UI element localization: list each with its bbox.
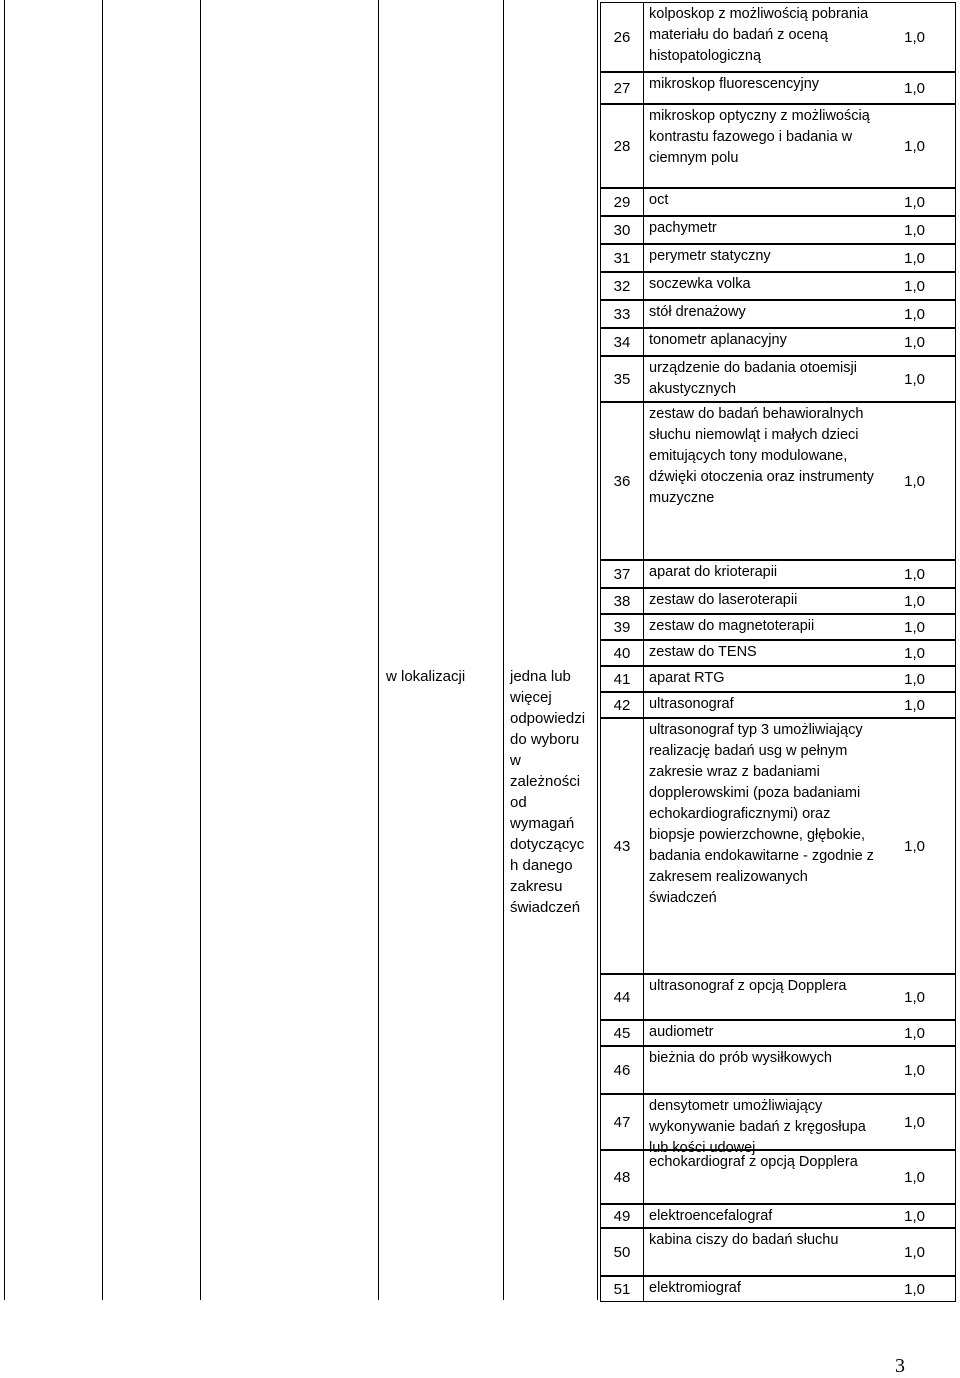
row-number: 51 xyxy=(601,1277,644,1301)
column-line xyxy=(4,0,5,1300)
row-name: elektromiograf xyxy=(649,1280,741,1296)
row-name: oct xyxy=(649,192,669,208)
row-number: 41 xyxy=(601,667,644,691)
table-row xyxy=(600,300,956,328)
row-number: 47 xyxy=(601,1095,644,1149)
row-number: 31 xyxy=(601,245,644,271)
row-number: 29 xyxy=(601,189,644,215)
table-row xyxy=(600,1276,956,1302)
column-line xyxy=(503,0,504,1300)
table-row xyxy=(600,718,956,974)
table-row xyxy=(600,640,956,666)
table-row xyxy=(600,1228,956,1276)
table-row xyxy=(600,72,956,104)
row-number: 39 xyxy=(601,615,644,639)
row-value: 1,0 xyxy=(904,472,925,490)
table-row xyxy=(600,244,956,272)
table-row xyxy=(600,614,956,640)
row-value: 1,0 xyxy=(904,1243,925,1261)
row-value: 1,0 xyxy=(904,333,925,351)
row-name: stół drenażowy xyxy=(649,304,746,320)
row-number: 49 xyxy=(601,1205,644,1227)
row-number: 30 xyxy=(601,217,644,243)
table-row xyxy=(600,402,956,560)
row-number: 40 xyxy=(601,641,644,665)
table-row xyxy=(600,356,956,402)
row-number: 38 xyxy=(601,589,644,613)
row-value: 1,0 xyxy=(904,79,925,97)
row-value: 1,0 xyxy=(904,221,925,239)
page-number: 3 xyxy=(895,1355,905,1377)
row-value: 1,0 xyxy=(904,670,925,688)
table-row xyxy=(600,1020,956,1046)
row-name: ultrasonograf xyxy=(649,696,734,712)
row-name: zestaw do magnetoterapii xyxy=(649,618,815,634)
row-number: 37 xyxy=(601,561,644,587)
row-name: kabina ciszy do badań słuchu xyxy=(649,1232,839,1248)
table-row xyxy=(600,666,956,692)
row-value: 1,0 xyxy=(904,644,925,662)
table-row xyxy=(600,104,956,188)
table-row xyxy=(600,692,956,718)
row-name: tonometr aplanacyjny xyxy=(649,332,787,348)
row-number: 43 xyxy=(601,719,644,973)
row-name: perymetr statyczny xyxy=(649,248,771,264)
row-number: 34 xyxy=(601,329,644,355)
row-value: 1,0 xyxy=(904,1207,925,1225)
row-value: 1,0 xyxy=(904,618,925,636)
row-value: 1,0 xyxy=(904,249,925,267)
table-row xyxy=(600,2,956,72)
row-name: mikroskop optyczny z możliwością kontrastu fazowego i badania w ciemnym polu xyxy=(649,108,870,166)
row-name: audiometr xyxy=(649,1024,714,1040)
row-value: 1,0 xyxy=(904,565,925,583)
row-number: 36 xyxy=(601,403,644,559)
table-row xyxy=(600,560,956,588)
row-value: 1,0 xyxy=(904,592,925,610)
table-row xyxy=(600,588,956,614)
table-row xyxy=(600,216,956,244)
row-value: 1,0 xyxy=(904,1024,925,1042)
row-value: 1,0 xyxy=(904,370,925,388)
row-name: ultrasonograf z opcją Dopplera xyxy=(649,978,847,994)
table-row xyxy=(600,974,956,1020)
table-row xyxy=(600,1204,956,1228)
row-value: 1,0 xyxy=(904,1061,925,1079)
row-value: 1,0 xyxy=(904,137,925,155)
row-name: echokardiograf z opcją Dopplera xyxy=(649,1154,858,1170)
row-number: 32 xyxy=(601,273,644,299)
row-value: 1,0 xyxy=(904,28,925,46)
row-number: 27 xyxy=(601,73,644,103)
row-name: bieżnia do prób wysiłkowych xyxy=(649,1050,832,1066)
row-number: 28 xyxy=(601,105,644,187)
row-value: 1,0 xyxy=(904,696,925,714)
row-value: 1,0 xyxy=(904,277,925,295)
row-name: elektroencefalograf xyxy=(649,1208,773,1224)
row-name: zestaw do TENS xyxy=(649,644,757,660)
row-value: 1,0 xyxy=(904,193,925,211)
table-row xyxy=(600,1046,956,1094)
row-value: 1,0 xyxy=(904,988,925,1006)
row-name: densytometr umożliwiający wykonywanie badań z kręgosłupa lub kości udowej xyxy=(649,1098,866,1156)
row-name: mikroskop fluorescencyjny xyxy=(649,76,820,92)
column-line xyxy=(200,0,201,1300)
row-name: zestaw do laseroterapii xyxy=(649,592,798,608)
row-name: kolposkop z możliwością pobrania materiału do badań z oceną histopatologiczną xyxy=(649,6,869,64)
row-number: 48 xyxy=(601,1151,644,1203)
column-line xyxy=(102,0,103,1300)
row-number: 42 xyxy=(601,693,644,717)
row-name: aparat do krioterapii xyxy=(649,564,778,580)
row-name: ultrasonograf typ 3 umożliwiający realizację badań usg w pełnym zakresie wraz z badaniami dopplerowskimi (poza badaniami echokardiograficznymi) oraz biopsje powierzchowne, głębokie, badania endokawitarne - zgodnie z zakresem realizowanych świadczeń xyxy=(649,722,874,906)
row-number: 45 xyxy=(601,1021,644,1045)
row-value: 1,0 xyxy=(904,305,925,323)
row-value: 1,0 xyxy=(904,837,925,855)
row-name: aparat RTG xyxy=(649,670,725,686)
row-value: 1,0 xyxy=(904,1113,925,1131)
row-number: 46 xyxy=(601,1047,644,1093)
table-row xyxy=(600,1150,956,1204)
row-value: 1,0 xyxy=(904,1168,925,1186)
row-name: soczewka volka xyxy=(649,276,751,292)
column-line xyxy=(378,0,379,1300)
row-number: 26 xyxy=(601,3,644,71)
column-line xyxy=(597,0,598,1300)
row-name: pachymetr xyxy=(649,220,717,236)
table-row xyxy=(600,1094,956,1156)
row-name: zestaw do badań behawioralnych słuchu niemowląt i małych dzieci emitujących tony modulowane, dźwięki otoczenia oraz instrumenty muzyczne xyxy=(649,406,874,506)
row-name: urządzenie do badania otoemisji akustycznych xyxy=(649,360,857,397)
table-row xyxy=(600,328,956,356)
row-number: 44 xyxy=(601,975,644,1019)
table-row xyxy=(600,188,956,216)
table-row xyxy=(600,272,956,300)
row-number: 50 xyxy=(601,1229,644,1275)
row-value: 1,0 xyxy=(904,1280,925,1298)
row-number: 35 xyxy=(601,357,644,401)
lokalizacja-label: w lokalizacji xyxy=(386,668,466,685)
wymagania-label: jedna lub więcej odpowiedzi do wyboru w zależności od wymagań dotyczącyc h danego zakresu świadczeń xyxy=(510,668,586,916)
row-number: 33 xyxy=(601,301,644,327)
